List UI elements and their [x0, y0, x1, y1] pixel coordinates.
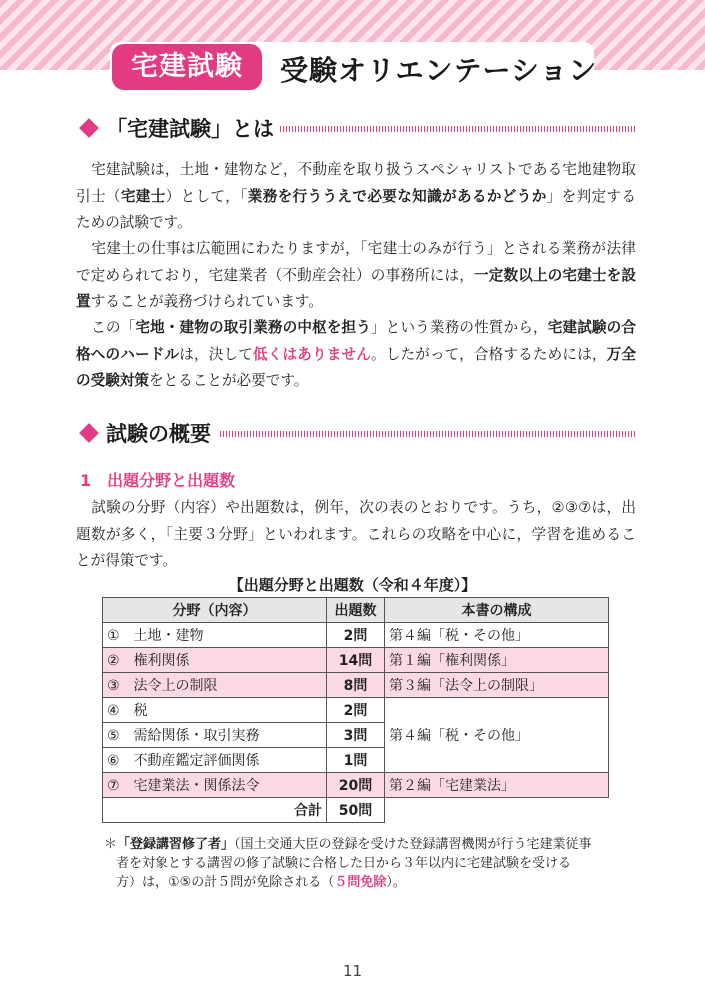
diamond-bullet-icon [79, 423, 99, 443]
section-heading-text: 「宅建試験」とは [106, 117, 274, 141]
field-cell: ⑥ 不動産鑑定評価関係 [103, 748, 327, 773]
count-cell: 8問 [327, 673, 385, 698]
dotted-rule [280, 126, 637, 132]
header-field: 分野（内容） [103, 598, 327, 623]
book-cell: 第１編「権利関係」 [385, 648, 609, 673]
exam-fields-table [102, 597, 609, 823]
table-row [103, 623, 609, 648]
paragraph-1: 宅建試験は，土地・建物など，不動産を取り扱うスペシャリストである宅地建物取引士（宅建士）として，「業務を行ううえで必要な知識があるかどうか」を判定するための試験です。 [76, 161, 636, 231]
field-cell: ④ 税 [103, 698, 327, 723]
field-cell: ⑦ 宅建業法・関係法令 [103, 773, 327, 798]
section-heading-text: 試験の概要 [106, 422, 211, 446]
count-cell: 2問 [327, 698, 385, 723]
footnote: ＊「登録講習修了者」（国土交通大臣の登録を受けた登録講習機関が行う宅建業従事 者を対象とする講習の修了試験に合格した日から３年以内に宅建試験を受ける 方）は，①⑤の計５問が免除される（５問免除）。 [104, 837, 592, 890]
field-cell: ③ 法令上の制限 [103, 673, 327, 698]
book-cell: 第２編「宅建業法」 [385, 773, 609, 798]
total-count-cell: 50問 [327, 798, 385, 823]
count-cell: 2問 [327, 623, 385, 648]
book-cell: 第３編「法令上の制限」 [385, 673, 609, 698]
page-number: 11 [342, 962, 363, 980]
table-row [103, 698, 609, 723]
diamond-bullet-icon [79, 118, 99, 138]
table-total-row [103, 798, 609, 823]
subheading-1: 1 出題分野と出題数 [80, 471, 236, 490]
count-cell: 14問 [327, 648, 385, 673]
count-cell: 1問 [327, 748, 385, 773]
table-caption: 【出題分野と出題数（令和４年度）】 [228, 576, 477, 594]
book-cell: 第４編「税・その他」 [385, 623, 609, 648]
empty-cell [385, 798, 609, 823]
section-heading-1 [82, 114, 637, 144]
table-header-row [103, 598, 609, 623]
field-cell: ② 権利関係 [103, 648, 327, 673]
book-cell-merged: 第４編「税・その他」 [385, 698, 609, 773]
title-badge: 宅建試験 [112, 44, 262, 90]
total-label-cell: 合計 [103, 798, 327, 823]
header-count: 出題数 [327, 598, 385, 623]
header-book: 本書の構成 [385, 598, 609, 623]
paragraph-2: 宅建士の仕事は広範囲にわたりますが，「宅建士のみが行う」とされる業務が法律で定められており，宅建業者（不動産会社）の事務所には，一定数以上の宅建士を設置することが義務づけられています。 [76, 240, 636, 310]
section-heading-2 [82, 419, 637, 449]
table-row [103, 773, 609, 798]
dotted-rule [220, 431, 637, 437]
field-cell: ① 土地・建物 [103, 623, 327, 648]
table-row [103, 648, 609, 673]
paragraph-3: この「宅地・建物の取引業務の中枢を担う」という業務の性質から，宅建試験の合格へのハードルは，決して低くはありません。したがって，合格するためには，万全の受験対策をとることが必要です。 [76, 319, 636, 389]
count-cell: 20問 [327, 773, 385, 798]
table-row [103, 673, 609, 698]
count-cell: 3問 [327, 723, 385, 748]
page-title: 受験オリエンテーション [280, 54, 598, 87]
paragraph-4: 試験の分野（内容）や出題数は，例年，次の表のとおりです。うち，②③⑦は，出題数が多く，「主要３分野」といわれます。これらの攻略を中心に，学習を進めることが得策です。 [76, 499, 636, 569]
field-cell: ⑤ 需給関係・取引実務 [103, 723, 327, 748]
